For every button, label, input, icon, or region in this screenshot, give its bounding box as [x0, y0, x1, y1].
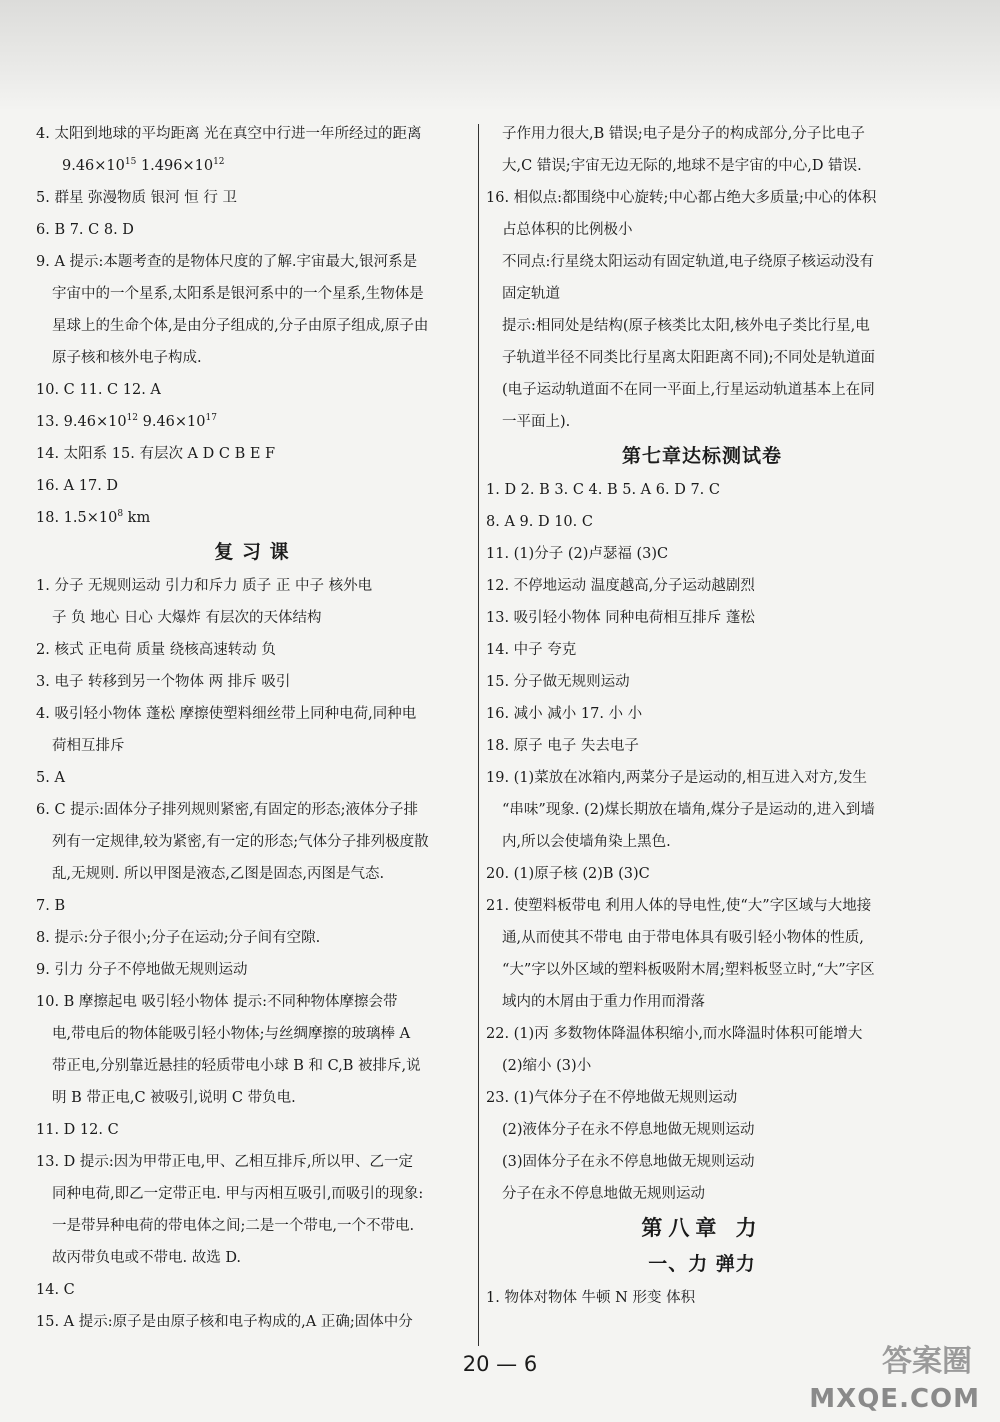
- answer-line: 1. 物体对物体 牛顿 N 形变 体积: [486, 1290, 696, 1306]
- answer-line: 分子在永不停息地做无规则运动: [502, 1186, 705, 1202]
- answer-line: 明 B 带正电,C 被吸引,说明 C 带负电.: [52, 1090, 296, 1106]
- answer-line: 15. 分子做无规则运动: [486, 674, 630, 690]
- answer-line: 同种电荷,即乙一定带正电. 甲与丙相互吸引,而吸引的现象:: [52, 1186, 424, 1202]
- answer-line: 占总体积的比例极小: [502, 222, 633, 238]
- answer-line: 域内的木屑由于重力作用而滑落: [502, 994, 705, 1010]
- answer-line: 1. 分子 无规则运动 引力和斥力 质子 正 中子 核外电: [36, 578, 373, 594]
- answer-line: 21. 使塑料板带电 利用人体的导电性,使“大”字区域与大地接: [486, 898, 872, 914]
- answer-line: 13. $9.46\times 10^{12}$ $9.46\times 10^{17}$: [36, 413, 217, 430]
- answer-line: 内,所以会使墙角染上黑色.: [502, 834, 671, 850]
- answer-line: 乱,无规则. 所以甲图是液态,乙图是固态,丙图是气态.: [52, 866, 385, 882]
- answer-line: 9. A 提示:本题考查的是物体尺度的了解.宇宙最大,银河系是: [36, 254, 418, 270]
- answer-line: 13. D 提示:因为甲带正电,甲、乙相互排斥,所以甲、乙一定: [36, 1154, 414, 1170]
- answer-line: 12. 不停地运动 温度越高,分子运动越剧烈: [486, 578, 755, 594]
- answer-line: 14. 太阳系 15. 有层次 A D C B E F: [36, 446, 276, 462]
- answer-line: 大,C 错误;宇宙无边无际的,地球不是宇宙的中心,D 错误.: [502, 158, 862, 174]
- answer-line: $9.46\times 10^{15}$ $1.496\times 10^{12}$: [62, 157, 225, 174]
- answer-line: 2. 核式 正电荷 质量 绕核高速转动 负: [36, 642, 276, 658]
- answer-line: 子 负 地心 日心 大爆炸 有层次的天体结构: [52, 610, 322, 626]
- answer-line: 通,从而使其不带电 由于带电体具有吸引轻小物体的性质,: [502, 930, 864, 946]
- answer-line: 电,带电后的物体能吸引轻小物体;与丝绸摩擦的玻璃棒 A: [52, 1026, 411, 1042]
- answer-line: 18. 原子 电子 失去电子: [486, 738, 639, 754]
- section-heading: 第八章 力: [641, 1216, 763, 1240]
- answer-line: 8. 提示:分子很小;分子在运动;分子间有空隙.: [36, 930, 321, 946]
- watermark-text: MXQE.COM: [809, 1384, 980, 1414]
- answer-line: 11. (1)分子 (2)卢瑟福 (3)C: [486, 546, 669, 562]
- answer-line: 固定轨道: [502, 286, 560, 302]
- answer-line: 7. B: [36, 898, 66, 914]
- answer-line: 5. 群星 弥漫物质 银河 恒 行 卫: [36, 190, 237, 206]
- section-heading: 复 习 课: [214, 541, 290, 563]
- page-number: 20 — 6: [462, 1352, 538, 1376]
- answer-line: 15. A 提示:原子是由原子核和电子构成的,A 正确;固体中分: [36, 1314, 413, 1330]
- answer-line: 一平面上).: [502, 414, 571, 430]
- section-heading: 第七章达标测试卷: [621, 445, 782, 467]
- answer-line: 14. C: [36, 1282, 75, 1298]
- watermark-logo: 答案圈: [882, 1344, 972, 1379]
- answer-line: 不同点:行星绕太阳运动有固定轨道,电子绕原子核运动没有: [502, 254, 874, 270]
- answer-line: 原子核和核外电子构成.: [52, 350, 202, 366]
- answer-line: 20. (1)原子核 (2)B (3)C: [486, 866, 650, 882]
- answer-line: 带正电,分别靠近悬挂的轻质带电小球 B 和 C,B 被排斥,说: [52, 1058, 421, 1074]
- answer-line: (电子运动轨道面不在同一平面上,行星运动轨道基本上在同: [502, 382, 875, 398]
- answer-line: 11. D 12. C: [36, 1122, 119, 1138]
- answer-line: 8. A 9. D 10. C: [486, 514, 593, 530]
- answer-line: 16. 相似点:都围绕中心旋转;中心都占绝大多质量;中心的体积: [486, 190, 877, 206]
- answer-line: 18. $1.5\times 10^8$ km: [36, 509, 151, 526]
- answer-line: 宇宙中的一个星系,太阳系是银河系中的一个星系,生物体是: [52, 286, 424, 302]
- answer-line: 6. B 7. C 8. D: [36, 222, 134, 238]
- answer-line: 3. 电子 转移到另一个物体 两 排斥 吸引: [36, 674, 291, 690]
- answer-line: 1. D 2. B 3. C 4. B 5. A 6. D 7. C: [486, 482, 720, 498]
- answer-line: “串味”现象. (2)煤长期放在墙角,煤分子是运动的,进入到墙: [502, 802, 875, 818]
- answer-line: 19. (1)菜放在冰箱内,两菜分子是运动的,相互进入对方,发生: [486, 770, 868, 786]
- answer-line: 23. (1)气体分子在不停地做无规则运动: [486, 1090, 738, 1106]
- section-heading: 一、力 弹力: [648, 1253, 756, 1275]
- answer-line: 提示:相同处是结构(原子核类比太阳,核外电子类比行星,电: [502, 318, 870, 334]
- answer-line: 列有一定规律,较为紧密,有一定的形态;气体分子排列极度散: [52, 834, 429, 850]
- answer-line: 10. B 摩擦起电 吸引轻小物体 提示:不同种物体摩擦会带: [36, 994, 398, 1010]
- answer-line: 22. (1)丙 多数物体降温体积缩小,而水降温时体积可能增大: [486, 1026, 863, 1042]
- watermark: [809, 1336, 982, 1414]
- answer-line: (3)固体分子在永不停息地做无规则运动: [502, 1154, 755, 1170]
- answer-line: 星球上的生命个体,是由分子组成的,分子由原子组成,原子由: [52, 318, 429, 334]
- answer-line: 14. 中子 夸克: [486, 642, 577, 658]
- answer-line: 13. 吸引轻小物体 同种电荷相互排斥 蓬松: [486, 610, 755, 626]
- answer-line: 故丙带负电或不带电. 故选 D.: [52, 1250, 242, 1266]
- answer-line: 5. A: [36, 770, 65, 786]
- answer-line: 一是带异种电荷的带电体之间;二是一个带电,一个不带电.: [52, 1218, 415, 1234]
- answer-line: 荷相互排斥: [52, 738, 125, 754]
- answer-line: 子作用力很大,B 错误;电子是分子的构成部分,分子比电子: [502, 126, 865, 142]
- right-column: [486, 118, 918, 1314]
- answer-line: 16. A 17. D: [36, 478, 119, 494]
- answer-line: 4. 吸引轻小物体 蓬松 摩擦使塑料细丝带上同种电荷,同种电: [36, 706, 417, 722]
- answer-line: 9. 引力 分子不停地做无规则运动: [36, 962, 248, 978]
- column-divider: [478, 124, 479, 1346]
- answer-line: “大”字以外区域的塑料板吸附木屑;塑料板竖立时,“大”字区: [502, 962, 875, 978]
- answer-line: 6. C 提示:固体分子排列规则紧密,有固定的形态;液体分子排: [36, 802, 419, 818]
- answer-line: 4. 太阳到地球的平均距离 光在真空中行进一年所经过的距离: [36, 126, 422, 142]
- answer-line: 子轨道半径不同类比行星离太阳距离不同);不同处是轨道面: [502, 350, 876, 366]
- page-top-shadow: [0, 0, 1000, 112]
- answer-line: (2)液体分子在永不停息地做无规则运动: [502, 1122, 755, 1138]
- answer-line: 16. 减小 减小 17. 小 小: [486, 706, 643, 722]
- left-column: [36, 118, 468, 1338]
- answer-line: 10. C 11. C 12. A: [36, 382, 161, 398]
- answer-line: (2)缩小 (3)小: [502, 1058, 592, 1074]
